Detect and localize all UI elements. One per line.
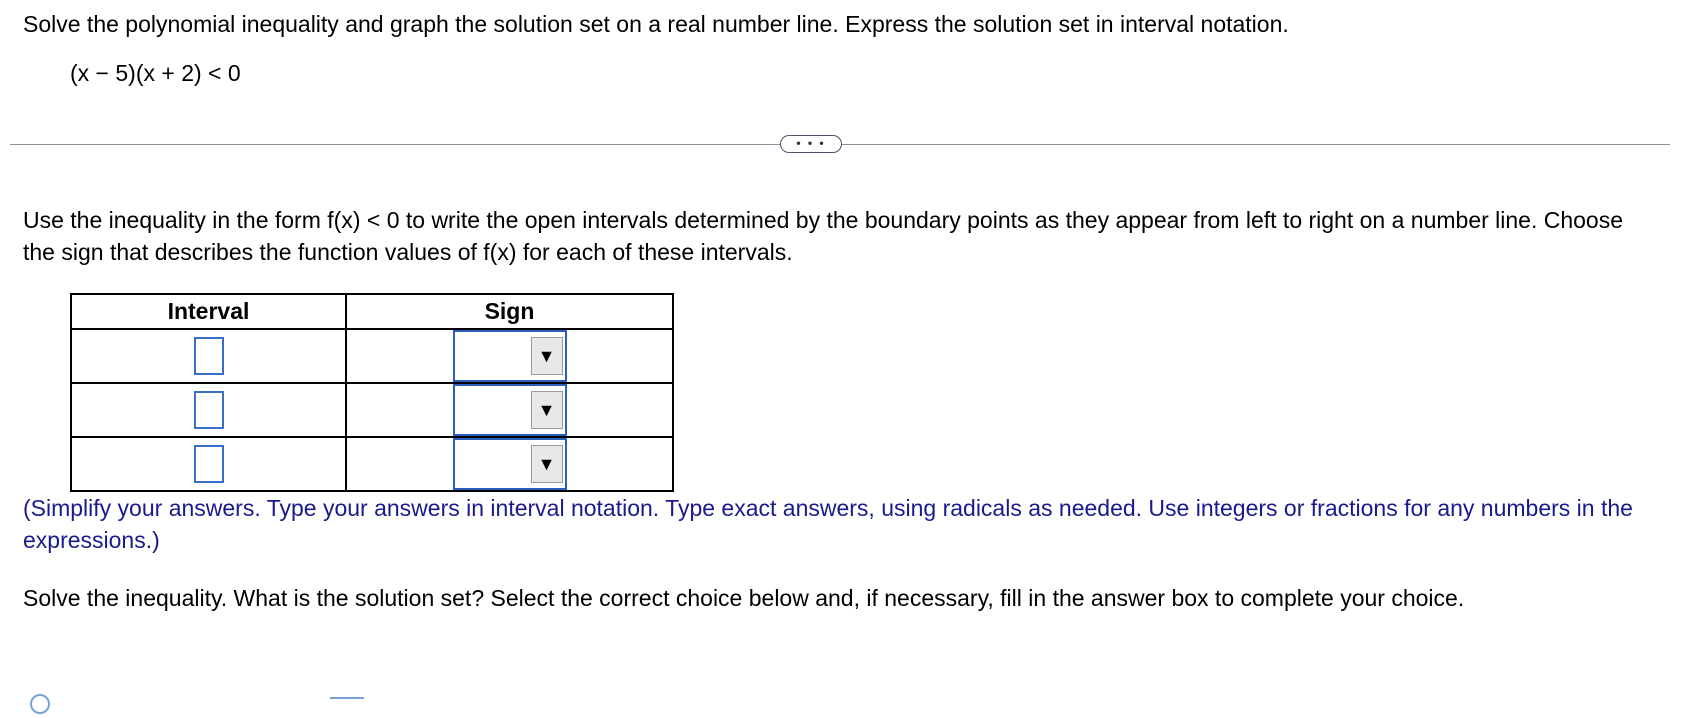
- interval-header: Interval: [71, 294, 346, 329]
- dropdown-arrow-icon[interactable]: ▼: [531, 337, 563, 375]
- interval-input-1[interactable]: [194, 337, 224, 375]
- interval-sign-table: [70, 293, 674, 492]
- table-row: [71, 437, 673, 491]
- interval-input-3[interactable]: [194, 445, 224, 483]
- sign-header: Sign: [346, 294, 673, 329]
- table-row: [71, 383, 673, 437]
- sign-dropdown-2[interactable]: [453, 384, 567, 436]
- instruction-text: Use the inequality in the form f(x) < 0 to write the open intervals determined by the boundary points as they appear from left to right on a number line. Choose the sign that describes the function values of f(x) for each of these intervals.: [23, 207, 1624, 265]
- interval-input-2[interactable]: [194, 391, 224, 429]
- solution-prompt: Solve the inequality. What is the solution set? Select the correct choice below and, if necessary, fill in the answer box to complete your choice.: [23, 585, 1465, 611]
- sign-dropdown-1[interactable]: [453, 330, 567, 382]
- sign-dropdown-3[interactable]: [453, 438, 567, 490]
- dropdown-arrow-icon[interactable]: ▼: [531, 445, 563, 483]
- table-row: [71, 329, 673, 383]
- choice-radio-button[interactable]: [30, 694, 50, 714]
- answer-hint: (Simplify your answers. Type your answers in interval notation. Type exact answers, using radicals as needed. Use integers or fractions for any numbers in the expressions.): [23, 495, 1633, 553]
- question-text: Solve the polynomial inequality and graph the solution set on a real number line. Express the solution set in interval notation.: [23, 11, 1289, 37]
- dropdown-arrow-icon[interactable]: ▼: [531, 391, 563, 429]
- more-button[interactable]: • • •: [780, 135, 842, 153]
- inequality-equation: (x − 5)(x + 2) < 0: [70, 60, 241, 86]
- choice-answer-box[interactable]: [330, 697, 364, 707]
